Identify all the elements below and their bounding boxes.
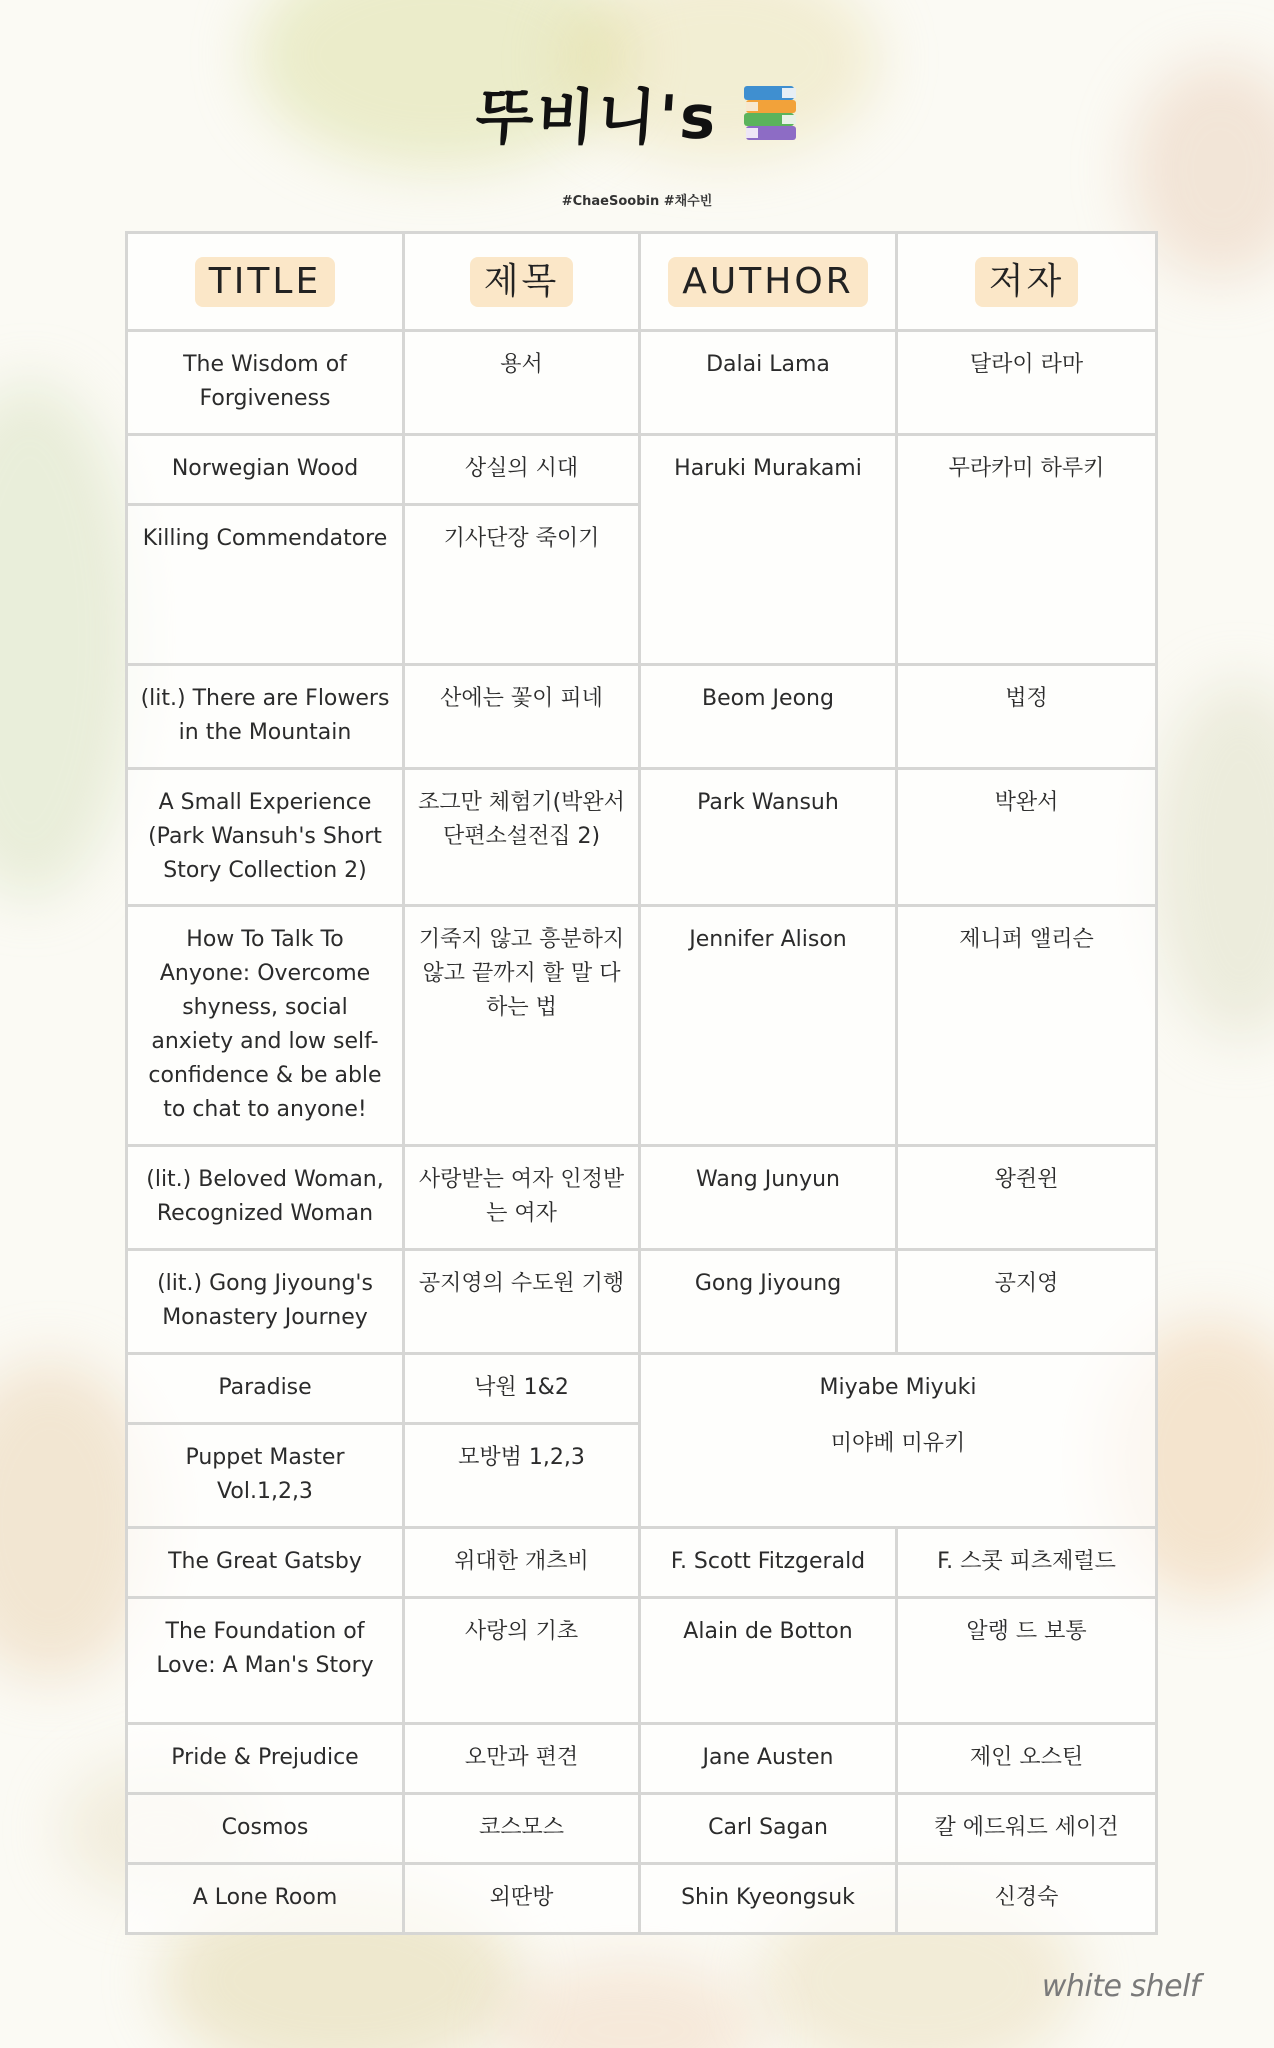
table-header-row: [127, 233, 1157, 331]
cell-title-ko: 상실의 시대: [404, 435, 640, 505]
cell-author: Beom Jeong: [640, 665, 897, 769]
cell-author: Jane Austen: [640, 1724, 897, 1794]
cell-title: Puppet Master Vol.1,2,3: [127, 1424, 404, 1528]
cell-title: The Wisdom of Forgiveness: [127, 331, 404, 435]
cell-title: The Foundation of Love: A Man's Story: [127, 1598, 404, 1724]
cell-author: Carl Sagan: [640, 1794, 897, 1864]
cell-author-merged: [640, 1354, 1157, 1528]
column-header-author-ko: 저자: [897, 233, 1157, 331]
cell-author: Wang Junyun: [640, 1146, 897, 1250]
cell-title-ko: 산에는 꽃이 피네: [404, 665, 640, 769]
cell-title-ko: 기사단장 죽이기: [404, 505, 640, 665]
cell-title-ko: 오만과 편견: [404, 1724, 640, 1794]
table-row: [127, 331, 1157, 435]
cell-author-ko: 제인 오스틴: [897, 1724, 1157, 1794]
cell-title-ko: 기죽지 않고 흥분하지 않고 끝까지 할 말 다 하는 법: [404, 906, 640, 1146]
book-table: [125, 231, 1158, 1935]
cell-author: Haruki Murakami: [640, 435, 897, 665]
table-row: [127, 435, 1157, 505]
column-header-title: TITLE: [127, 233, 404, 331]
cell-author-ko: 법정: [897, 665, 1157, 769]
logo-row: [0, 70, 1274, 156]
cell-title: (lit.) There are Flowers in the Mountain: [127, 665, 404, 769]
cell-title: A Lone Room: [127, 1864, 404, 1934]
cell-title: (lit.) Beloved Woman, Recognized Woman: [127, 1146, 404, 1250]
cell-title: The Great Gatsby: [127, 1528, 404, 1598]
cell-author: Miyabe Miyuki: [819, 1375, 977, 1400]
cell-title-ko: 사랑받는 여자 인정받는 여자: [404, 1146, 640, 1250]
cell-title-ko: 용서: [404, 331, 640, 435]
cell-author-ko: 박완서: [897, 769, 1157, 906]
cell-author-ko: 칼 에드워드 세이건: [897, 1794, 1157, 1864]
cell-title-ko: 코스모스: [404, 1794, 640, 1864]
table-row: [127, 769, 1157, 906]
cell-author-ko: 신경숙: [897, 1864, 1157, 1934]
cell-author: Shin Kyeongsuk: [640, 1864, 897, 1934]
cell-title: A Small Experience (Park Wansuh's Short Story Collection 2): [127, 769, 404, 906]
table-row: [127, 1146, 1157, 1250]
logo-title: 뚜비니's: [472, 83, 721, 153]
hashtags: #ChaeSoobin #채수빈: [561, 194, 713, 209]
cell-title-ko: 공지영의 수도원 기행: [404, 1250, 640, 1354]
cell-author-ko: 왕쥔윈: [897, 1146, 1157, 1250]
cell-title: Killing Commendatore: [127, 505, 404, 665]
table-row: [127, 906, 1157, 1146]
cell-title: Paradise: [127, 1354, 404, 1424]
cell-author-ko: F. 스콧 피츠제럴드: [897, 1528, 1157, 1598]
cell-title-ko: 사랑의 기초: [404, 1598, 640, 1724]
cell-author-ko: 제니퍼 앨리슨: [897, 906, 1157, 1146]
cell-title-ko: 조그만 체험기(박완서 단편소설전집 2): [404, 769, 640, 906]
cell-author-ko: 알랭 드 보통: [897, 1598, 1157, 1724]
cell-title-ko: 외딴방: [404, 1864, 640, 1934]
cell-title-ko: 모방범 1,2,3: [404, 1424, 640, 1528]
cell-author: Dalai Lama: [640, 331, 897, 435]
cell-author: Park Wansuh: [640, 769, 897, 906]
table-row: [127, 1598, 1157, 1724]
cell-author-ko: 무라카미 하루키: [897, 435, 1157, 665]
table-row: [127, 1794, 1157, 1864]
table-row: [127, 1354, 1157, 1424]
page-header: [0, 70, 1274, 209]
cell-author-ko: 미야베 미유키: [830, 1431, 966, 1456]
cell-title-ko: 낙원 1&2: [404, 1354, 640, 1424]
cell-title: Norwegian Wood: [127, 435, 404, 505]
table-row: [127, 1528, 1157, 1598]
column-header-author: AUTHOR: [640, 233, 897, 331]
table-row: [127, 1864, 1157, 1934]
cell-author: Gong Jiyoung: [640, 1250, 897, 1354]
stacked-books-icon: [742, 84, 798, 142]
cell-title: (lit.) Gong Jiyoung's Monastery Journey: [127, 1250, 404, 1354]
cell-title-ko: 위대한 개츠비: [404, 1528, 640, 1598]
cell-title: How To Talk To Anyone: Overcome shyness, social anxiety and low self-confidence & be able to chat to anyone!: [127, 906, 404, 1146]
table-row: [127, 665, 1157, 769]
cell-author-ko: 공지영: [897, 1250, 1157, 1354]
cell-author: F. Scott Fitzgerald: [640, 1528, 897, 1598]
column-header-title-ko: 제목: [404, 233, 640, 331]
watermark: white shelf: [1041, 1969, 1200, 2004]
cell-author: Alain de Botton: [640, 1598, 897, 1724]
cell-title: Cosmos: [127, 1794, 404, 1864]
table-row: [127, 1250, 1157, 1354]
cell-author: Jennifer Alison: [640, 906, 897, 1146]
cell-title: Pride & Prejudice: [127, 1724, 404, 1794]
table-row: [127, 1724, 1157, 1794]
cell-author-ko: 달라이 라마: [897, 331, 1157, 435]
